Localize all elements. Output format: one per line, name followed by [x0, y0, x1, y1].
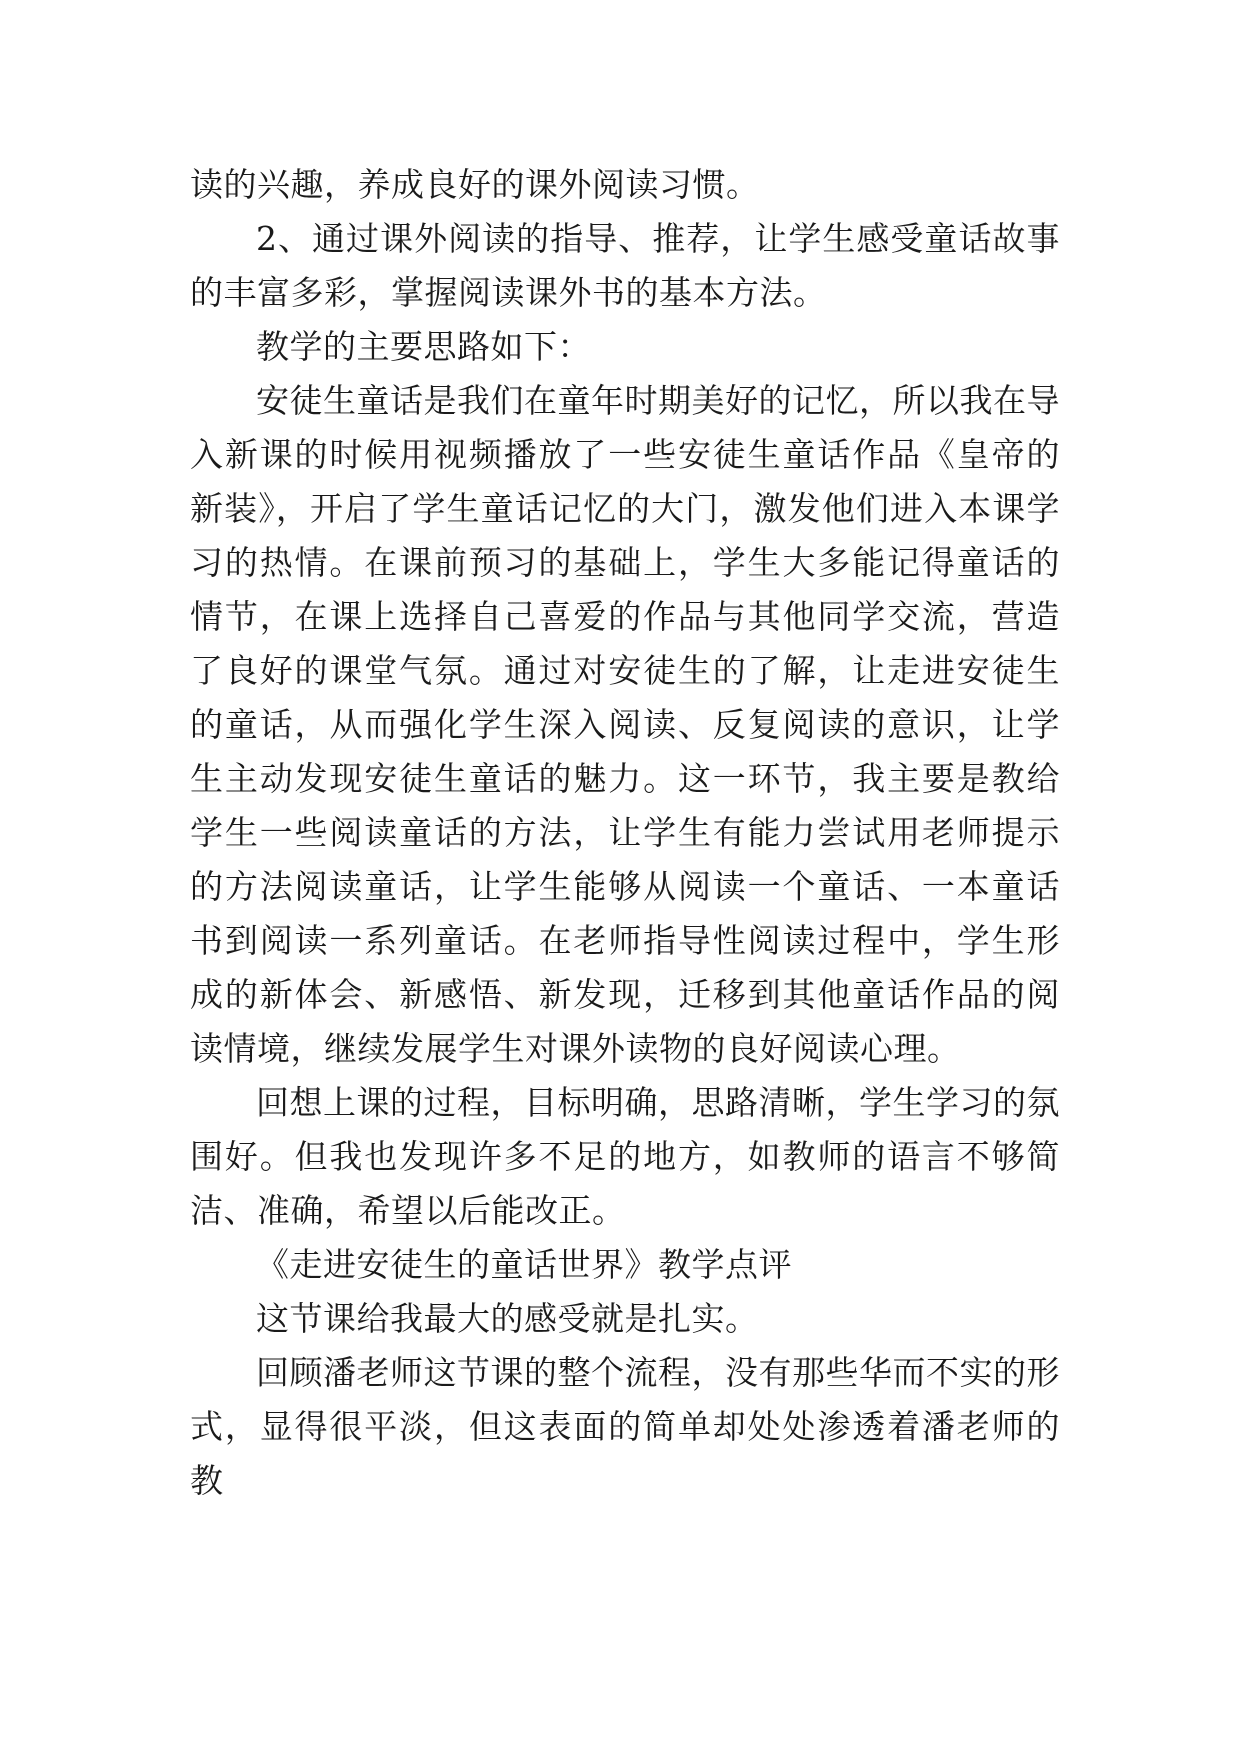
document-body	[190, 158, 1060, 1508]
paragraph-3: 教学的主要思路如下：	[256, 327, 591, 366]
paragraph-7: 这节课给我最大的感受就是扎实。	[256, 1299, 759, 1338]
paragraph-2: 2、通过课外阅读的指导、推荐，让学生感受童话故事的丰富多彩，掌握阅读课外书的基本方法。	[190, 219, 1060, 312]
paragraph-4: 安徒生童话是我们在童年时期美好的记忆，所以我在导入新课的时候用视频播放了一些安徒生童话作品《皇帝的新装》，开启了学生童话记忆的大门，激发他们进入本课学习的热情。在课前预习的基础上，学生大多能记得童话的情节，在课上选择自己喜爱的作品与其他同学交流，营造了良好的课堂气氛。通过对安徒生的了解，让走进安徒生的童话，从而强化学生深入阅读、反复阅读的意识，让学生主动发现安徒生童话的魅力。这一环节，我主要是教给学生一些阅读童话的方法，让学生有能力尝试用老师提示的方法阅读童话，让学生能够从阅读一个童话、一本童话书到阅读一系列童话。在老师指导性阅读过程中，学生形成的新体会、新感悟、新发现，迁移到其他童话作品的阅读情境，继续发展学生对课外读物的良好阅读心理。	[190, 381, 1060, 1068]
paragraph-5: 回想上课的过程，目标明确，思路清晰，学生学习的氛围好。但我也发现许多不足的地方，如教师的语言不够简洁、准确，希望以后能改正。	[190, 1083, 1060, 1230]
paragraph-6-heading: 《走进安徒生的童话世界》教学点评	[256, 1245, 792, 1284]
paragraph-8: 回顾潘老师这节课的整个流程，没有那些华而不实的形式，显得很平淡，但这表面的简单却处处渗透着潘老师的教	[190, 1353, 1060, 1500]
paragraph-1: 读的兴趣，养成良好的课外阅读习惯。	[190, 165, 760, 204]
